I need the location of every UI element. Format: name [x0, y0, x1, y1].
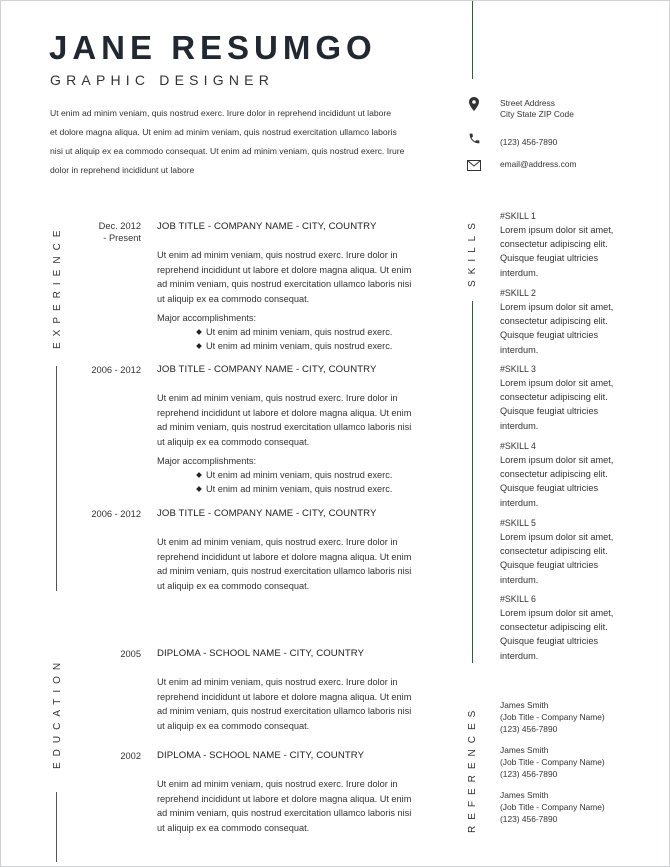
reference-name: James Smith: [500, 745, 549, 755]
reference-item: [500, 744, 605, 780]
education-divider: [56, 792, 57, 862]
job-description: Ut enim ad minim veniam, quis nostrud exerc. Irure dolor in reprehend incididunt ut labore et dolore magna aliqua. Ut enim ad minim veniam, quis nostrud exercitation ullamco laboris nisi ut aliquip ex ea commodo consequat.: [157, 393, 412, 447]
phone-icon: [468, 132, 482, 146]
degree-name: DIPLOMA: [157, 750, 201, 761]
list-item: [197, 325, 392, 339]
skill-description: Lorem ipsum dolor sit amet, consectetur adipiscing elit. Quisque feugiat ultricies interdum.: [500, 608, 614, 661]
accomplishments-label: Major accomplishments:: [157, 456, 257, 466]
skill-description: Lorem ipsum dolor sit amet, consectetur adipiscing elit. Quisque feugiat ultricies interdum.: [500, 455, 614, 508]
skill-name: #SKILL 3: [500, 364, 536, 374]
reference-phone: (123) 456-7890: [500, 814, 558, 824]
job-title: JOB TITLE - COMPANY NAME - CITY, COUNTRY: [157, 508, 377, 519]
skill-name: #SKILL 5: [500, 518, 536, 528]
skill-name: #SKILL 2: [500, 288, 536, 298]
bullet-icon: [196, 486, 202, 492]
bullet-text: Ut enim ad minim veniam, quis nostrud exerc.: [206, 470, 393, 480]
bullet-text: Ut enim ad minim veniam, quis nostrud exerc.: [206, 341, 393, 351]
reference-item: [500, 789, 605, 825]
job-date: [81, 220, 141, 244]
reference-title: (Job Title - Company Name): [500, 712, 605, 722]
school-info: - SCHOOL NAME - CITY, COUNTRY: [200, 648, 365, 659]
bullet-icon: [196, 343, 202, 349]
summary-line: dolor in reprehend incididunt ut labore: [50, 165, 195, 175]
job-description: Ut enim ad minim veniam, quis nostrud exerc. Irure dolor in reprehend incididunt ut labore et dolore magna aliqua. Ut enim ad minim veniam, quis nostrud exercitation ullamco laboris nisi ut aliquip ex ea commodo consequat.: [157, 537, 412, 591]
skill-item: [500, 363, 635, 433]
degree-name: DIPLOMA: [157, 648, 201, 659]
accomplishments-list: [197, 468, 392, 496]
school-info: - SCHOOL NAME - CITY, COUNTRY: [200, 750, 365, 761]
accomplishments-label: Major accomplishments:: [157, 313, 257, 323]
reference-phone: (123) 456-7890: [500, 724, 558, 734]
address-line2: City State ZIP Code: [500, 109, 574, 119]
skills-divider: [472, 301, 473, 663]
education-description: Ut enim ad minim veniam, quis nostrud exerc. Irure dolor in reprehend incididunt ut labore et dolore magna aliqua. Ut enim ad minim veniam, quis nostrud exercitation ullamco laboris nisi ut aliquip ex ea commodo consequat.: [157, 779, 412, 833]
reference-item: [500, 699, 605, 735]
bullet-text: Ut enim ad minim veniam, quis nostrud exerc.: [206, 327, 393, 337]
job-date: [81, 508, 141, 520]
location-pin-icon: [468, 97, 482, 111]
candidate-role: GRAPHIC DESIGNER: [50, 72, 274, 88]
skill-description: Lorem ipsum dolor sit amet, consectetur adipiscing elit. Quisque feugiat ultricies interdum.: [500, 378, 614, 431]
header-divider: [472, 1, 473, 79]
skill-item: [500, 287, 635, 357]
section-label-experience: EXPERIENCE: [52, 224, 63, 349]
skill-item: [500, 440, 635, 510]
summary-line: et dolore magna aliqua. Ut enim ad minim veniam, quis nostrud exercitation ullamco laboris: [50, 127, 397, 137]
reference-title: (Job Title - Company Name): [500, 802, 605, 812]
skill-description: Lorem ipsum dolor sit amet, consectetur adipiscing elit. Quisque feugiat ultricies interdum.: [500, 302, 614, 355]
job-title: JOB TITLE - COMPANY NAME - CITY, COUNTRY: [157, 221, 377, 232]
skill-item: [500, 210, 635, 280]
bullet-text: Ut enim ad minim veniam, quis nostrud exerc.: [206, 484, 393, 494]
reference-name: James Smith: [500, 700, 549, 710]
skill-name: #SKILL 4: [500, 441, 536, 451]
job-date-line: 2006 - 2012: [91, 365, 141, 375]
experience-divider: [56, 366, 57, 591]
summary-line: nisi ut aliquip ex ea commodo consequat. Ut enim ad minim veniam, quis nostrud exerc. Irure: [50, 146, 405, 156]
education-description: Ut enim ad minim veniam, quis nostrud exerc. Irure dolor in reprehend incididunt ut labore et dolore magna aliqua. Ut enim ad minim veniam, quis nostrud exercitation ullamco laboris nisi ut aliquip ex ea commodo consequat.: [157, 677, 412, 731]
section-label-references: REFERENCES: [467, 704, 478, 833]
skill-description: Lorem ipsum dolor sit amet, consectetur adipiscing elit. Quisque feugiat ultricies interdum.: [500, 225, 614, 278]
skill-name: #SKILL 6: [500, 594, 536, 604]
education-year: 2005: [120, 649, 141, 659]
education-title: [157, 648, 364, 659]
skill-item: [500, 593, 635, 663]
job-description: Ut enim ad minim veniam, quis nostrud exerc. Irure dolor in reprehend incididunt ut labore et dolore magna aliqua. Ut enim ad minim veniam, quis nostrud exercitation ullamco laboris nisi ut aliquip ex ea commodo consequat.: [157, 250, 412, 304]
skill-name: #SKILL 1: [500, 211, 536, 221]
reference-name: James Smith: [500, 790, 549, 800]
summary: [50, 104, 430, 180]
bullet-icon: [196, 329, 202, 335]
summary-line: Ut enim ad minim veniam, quis nostrud exerc. Irure dolor in reprehend incididunt ut labore: [50, 108, 392, 118]
job-date-line: Dec. 2012: [98, 221, 141, 231]
skill-description: Lorem ipsum dolor sit amet, consectetur adipiscing elit. Quisque feugiat ultricies interdum.: [500, 532, 614, 585]
job-title: JOB TITLE - COMPANY NAME - CITY, COUNTRY: [157, 364, 377, 375]
education-year: 2002: [120, 751, 141, 761]
accomplishments-list: [197, 325, 392, 353]
email: email@address.com: [500, 159, 577, 169]
job-date-line: - Present: [103, 233, 141, 243]
list-item: [197, 339, 392, 353]
address-line1: Street Address: [500, 98, 555, 108]
job-date-line: 2006 - 2012: [91, 509, 141, 519]
skill-item: [500, 517, 635, 587]
envelope-icon: [467, 158, 481, 172]
job-date: [81, 364, 141, 376]
section-label-skills: SKILLS: [467, 217, 478, 287]
phone: (123) 456-7890: [500, 137, 558, 147]
list-item: [197, 468, 392, 482]
education-title: [157, 750, 364, 761]
bullet-icon: [196, 472, 202, 478]
candidate-name: JANE RESUMGO: [49, 29, 377, 66]
section-label-education: EDUCATION: [52, 656, 63, 769]
list-item: [197, 482, 392, 496]
reference-phone: (123) 456-7890: [500, 769, 558, 779]
address: [500, 98, 574, 120]
reference-title: (Job Title - Company Name): [500, 757, 605, 767]
